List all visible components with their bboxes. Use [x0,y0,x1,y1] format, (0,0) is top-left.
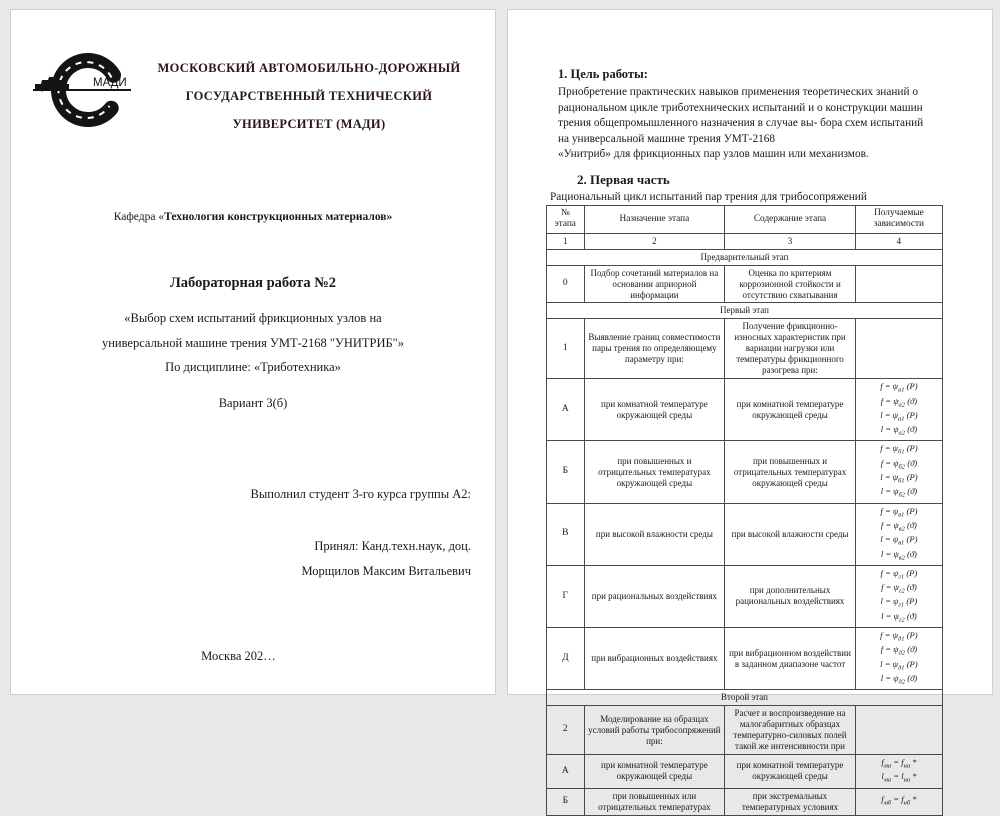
section1-paragraph [546,85,947,163]
accepted-by [302,534,472,584]
stage-dependencies-cell [855,755,942,789]
stage-section-row [547,249,943,265]
stage-row [547,628,943,690]
stage-row [547,503,943,565]
paragraph-line: Приобретение практических навыков применения теоретических знаний о [558,86,918,98]
stage-purpose-cell: при повышенных и отрицательных температурах окружающей среды [584,441,725,503]
stage-purpose-cell: при комнатной температуре окружающей среды [584,379,725,441]
stage-row [547,441,943,503]
stage-content-cell: при высокой влажности среды [725,503,856,565]
dependency-formula: $f = \psi_{б2}$ (ϑ) [880,457,918,471]
col-number-2: 2 [584,233,725,249]
dependency-formula: $f = \psi_{в1}$ (P) [880,505,918,519]
truck-wheel-icon [40,87,45,92]
dependency-formula: $l = \psi_{в1}$ (P) [880,534,918,547]
stage-dependencies-cell [855,788,942,815]
section1-heading: 1. Цель работы: [558,67,648,81]
work-title: Лабораторная работа №2 [169,275,337,291]
stage-content-cell: при экстремальных температурных условиях [725,788,856,815]
dependency-formula: $l = \psi_{г1}$ (P) [880,596,918,610]
stage-dependencies-cell [855,441,942,503]
dependency-formula: $l = \psi_{в2}$ (ϑ) [880,548,917,562]
university-line-1: МОСКОВСКИЙ АВТОМОБИЛЬНО-ДОРОЖНЫЙ [157,61,461,75]
paragraph-line: рациональном цикле триботехнических испытаний и о конструкции машин [558,101,923,114]
department-line [11,211,495,223]
work-subtitle [11,306,495,380]
stage-content-cell: Расчет и воспроизведение на малогабаритных образцах температурно-силовых полей такой же интенсивности при [725,706,856,755]
col-number-4: 4 [855,233,942,249]
dependency-formula: $l = \psi_{д2}$ (ϑ) [880,672,918,686]
dependency-formula: $l_{ма} = l_{на}$ * [881,771,917,785]
logo-wordmark: МАДИ [93,77,127,89]
stage-purpose-cell: при повышенных или отрицательных температурах [584,788,725,815]
dependency-formula: $f_{мб} = f_{нб}$ * [881,794,917,808]
table-caption: Рациональный цикл испытаний пар трения для трибосопряжений [550,190,867,203]
table-header-row [547,205,943,233]
table-colnumber-row [547,233,943,249]
university-name [137,54,481,138]
stage-row [547,565,943,627]
stage-number-cell: 0 [547,265,585,303]
stage-row [547,706,943,755]
stage-content-cell: при дополнительных рациональных воздействиях [725,565,856,627]
student-line: Выполнил студент 3-го курса группы А2: [250,487,471,501]
stage-purpose-cell: Подбор сочетаний материалов на основании априорной информации [584,265,725,303]
dependency-formula: $l = \psi_{г2}$ (ϑ) [881,610,917,624]
work-subtitle-line-2: универсальной машине трения УМТ-2168 "УНИТРИБ"» [101,335,405,350]
stage-number-cell: Д [547,628,585,690]
variant-label: Вариант 3(б) [218,396,288,410]
discipline-line: По дисциплине: «Триботехника» [165,360,341,374]
stage-number-cell: 1 [547,319,585,379]
department-prefix: Кафедра « [113,211,165,223]
paragraph-line: трения общепромышленного назначения в случае вы- бора схем испытаний [558,117,924,130]
dependency-formula: $l = \psi_{а2}$ (ϑ) [880,424,918,437]
title-page [10,9,496,695]
university-line-2: ГОСУДАРСТВЕННЫЙ ТЕХНИЧЕСКИЙ [185,89,433,103]
dependency-formula: $f = \psi_{г2}$ (ϑ) [881,582,917,595]
stage-purpose-cell: при комнатной температуре окружающей среды [584,755,725,789]
dependency-formula: $l = \psi_{б2}$ (ϑ) [880,486,918,500]
stage-number-cell: В [547,503,585,565]
accepted-line-2: Морщилов Максим Витальевич [301,564,471,578]
col-number-3: 3 [725,233,856,249]
stage-content-cell: Получение фрикционно-износных характеристик при вариации нагрузки или температуры фрикционного разогрева при: [725,319,856,379]
stage-section-row [547,690,943,706]
university-line-3: УНИВЕРСИТЕТ (МАДИ) [232,117,386,131]
stage-dependencies-cell [855,565,942,627]
dependency-formula: $l = \psi_{б1}$ (P) [880,472,918,485]
paragraph-line: «Унитриб» для фрикционных пар узлов машин или механизмов. [558,148,869,161]
stage-dependencies-cell [855,379,942,441]
truck-wheel-icon [59,87,64,92]
stage-row [547,755,943,789]
stage-number-cell: А [547,379,585,441]
stage-section-row [547,303,943,319]
dependency-formula: $f = \psi_{в2}$ (ϑ) [880,519,917,533]
stage-number-cell: А [547,755,585,789]
stage-number-cell: Г [547,565,585,627]
dependency-formula: $f = \psi_{д1}$ (P) [880,630,918,643]
paragraph-line: на универсальной машине трения УМТ-2168 [558,132,776,145]
stage-purpose-cell: при рациональных воздействиях [584,565,725,627]
stage-purpose-cell: при высокой влажности среды [584,503,725,565]
stage-content-cell: Оценка по критериям коррозионной стойкости и отсутствию схватывания [725,265,856,303]
stage-dependencies-cell [855,628,942,690]
stage-number-cell: Б [547,788,585,815]
stage-purpose-cell: Моделирование на образцах условий работы трибосопряжений при: [584,706,725,755]
dependency-formula: $f = \psi_{а1}$ (P) [880,381,918,394]
dependency-formula: $l = \psi_{а1}$ (P) [880,409,918,423]
stage-purpose-cell: при вибрационных воздействиях [584,628,725,690]
stage-dependencies-cell [855,706,942,755]
stage-content-cell: при вибрационном воздействии в заданном диапазоне частот [725,628,856,690]
stage-row [547,788,943,815]
department-suffix: » [386,211,393,223]
dependency-formula: $f_{ма} = f_{на}$ * [881,757,917,770]
stage-row [547,265,943,303]
stage-dependencies-cell [855,503,942,565]
stage-section-label: Второй этап [547,690,943,706]
content-page [507,9,993,812]
city-year-line: Москва 202… [201,649,276,663]
col-header-content: Содержание этапа [725,205,856,233]
dependency-formula: $f = \psi_{г1}$ (P) [880,567,918,581]
col-header-stage-no: № этапа [547,205,585,233]
dependency-formula: $f = \psi_{а2}$ (ϑ) [880,395,918,409]
stage-number-cell: Б [547,441,585,503]
stage-row [547,379,943,441]
section2-heading: 2. Первая часть [577,171,670,187]
stage-row [547,319,943,379]
col-header-purpose: Назначение этапа [584,205,725,233]
content-page-body [508,10,992,816]
stage-content-cell: при комнатной температуре окружающей среды [725,755,856,789]
work-subtitle-line-1: «Выбор схем испытаний фрикционных узлов на [124,311,382,325]
accepted-line-1: Принял: Канд.техн.наук, доц. [314,539,471,553]
col-header-deps: Получаемые зависимости [855,205,942,233]
stage-purpose-cell: Выявление границ совместимости пары трения по определяющему параметру при: [584,319,725,379]
stage-content-cell: при повышенных и отрицательных температурах окружающей среды [725,441,856,503]
stage-content-cell: при комнатной температуре окружающей среды [725,379,856,441]
dependency-formula: $f = \psi_{б1}$ (P) [880,443,918,457]
stage-number-cell: 2 [547,706,585,755]
stages-table-body [547,249,943,815]
stages-table [546,205,943,816]
stage-dependencies-cell [855,319,942,379]
stage-section-label: Первый этап [547,303,943,319]
dependency-formula: $l = \psi_{д1}$ (P) [880,658,918,672]
stage-section-label: Предварительный этап [547,249,943,265]
col-number-1: 1 [547,233,585,249]
dependency-formula: $f = \psi_{д2}$ (ϑ) [880,644,918,658]
stage-dependencies-cell [855,265,942,303]
department-name: Технология конструкционных материалов [164,211,387,223]
